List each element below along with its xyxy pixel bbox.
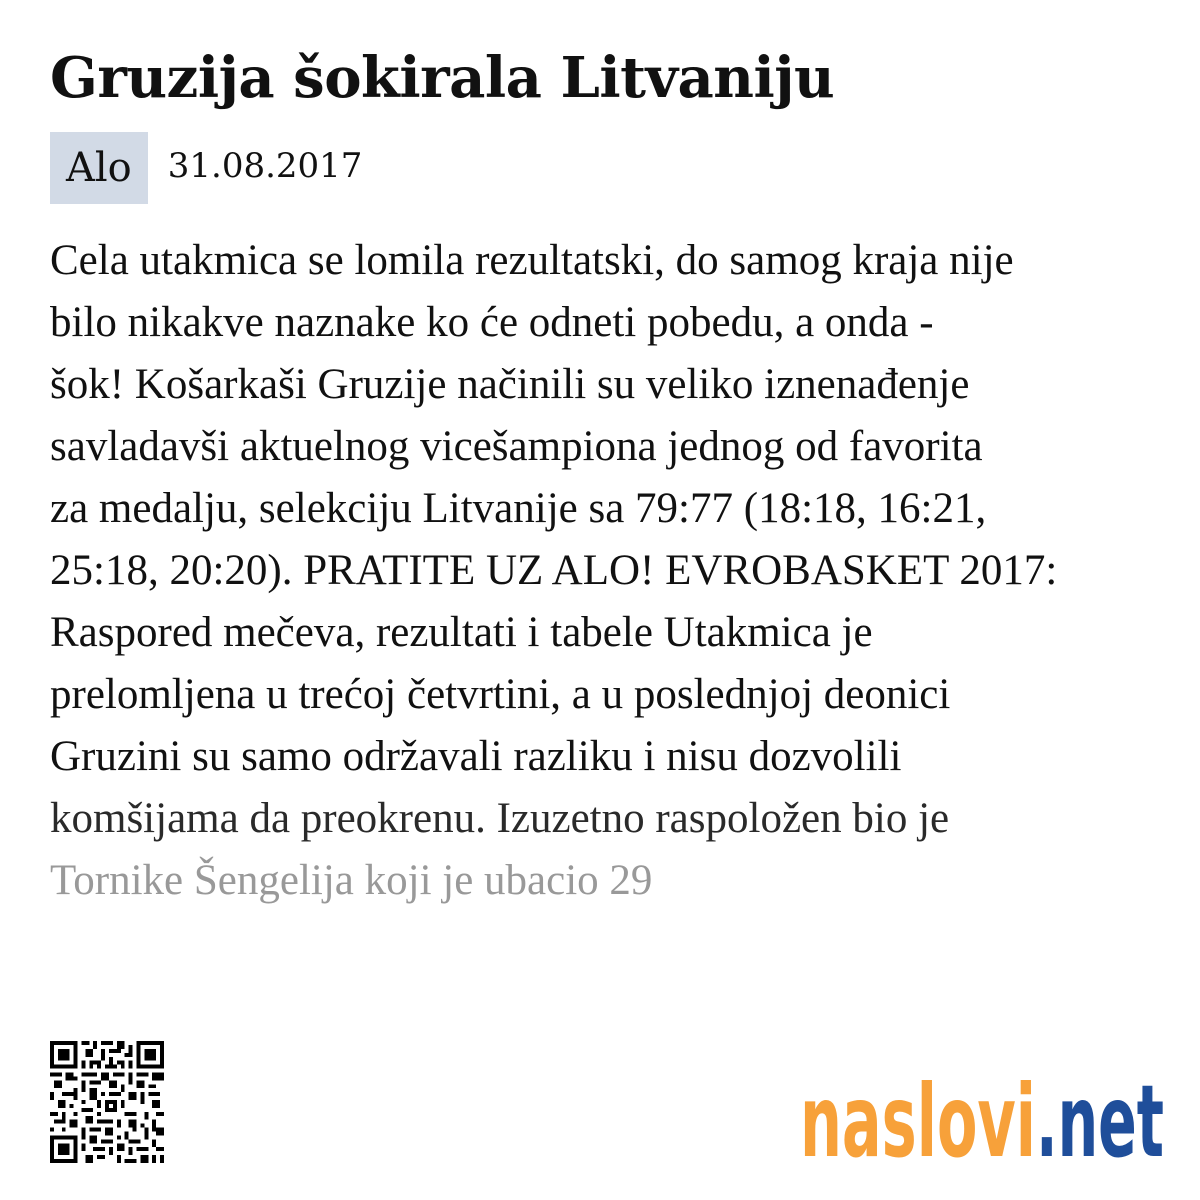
body-line: šok! Košarkaši Gruzije načinili su veliko iznenađenje <box>50 361 970 408</box>
article-title: Gruzija šokirala Litvaniju <box>50 45 835 111</box>
body-line: 25:18, 20:20). PRATITE UZ ALO! EVROBASKET 2017: <box>50 547 1058 594</box>
body-line: bilo nikakve naznake ko će odneti pobedu, a onda - <box>50 299 934 346</box>
source-badge[interactable]: Alo <box>50 132 148 204</box>
logo-main-text: naslovi <box>800 1063 1036 1168</box>
body-line: za medalju, selekciju Litvanije sa 79:77 (18:18, 16:21, <box>50 485 987 532</box>
body-line: Cela utakmica se lomila rezultatski, do samog kraja nije <box>50 237 1014 284</box>
article-meta <box>50 132 362 204</box>
body-line-faded: Tornike Šengelija koji je ubacio 29 <box>50 857 653 904</box>
body-line: komšijama da preokrenu. Izuzetno raspoložen bio je <box>50 795 950 842</box>
naslovi-net-logo[interactable] <box>800 1062 1164 1168</box>
body-line: prelomljena u trećoj četvrtini, a u poslednjoj deonici <box>50 671 951 718</box>
logo-suffix-text: .net <box>1036 1063 1164 1168</box>
body-line: savladavši aktuelnog vicešampiona jednog od favorita <box>50 423 983 470</box>
qr-code-icon[interactable] <box>50 1040 164 1164</box>
article-date: 31.08.2017 <box>167 146 363 186</box>
body-line: Gruzini su samo održavali razliku i nisu dozvolili <box>50 733 902 780</box>
article-body <box>50 230 1180 912</box>
body-line: Raspored mečeva, rezultati i tabele Utakmica je <box>50 609 873 656</box>
